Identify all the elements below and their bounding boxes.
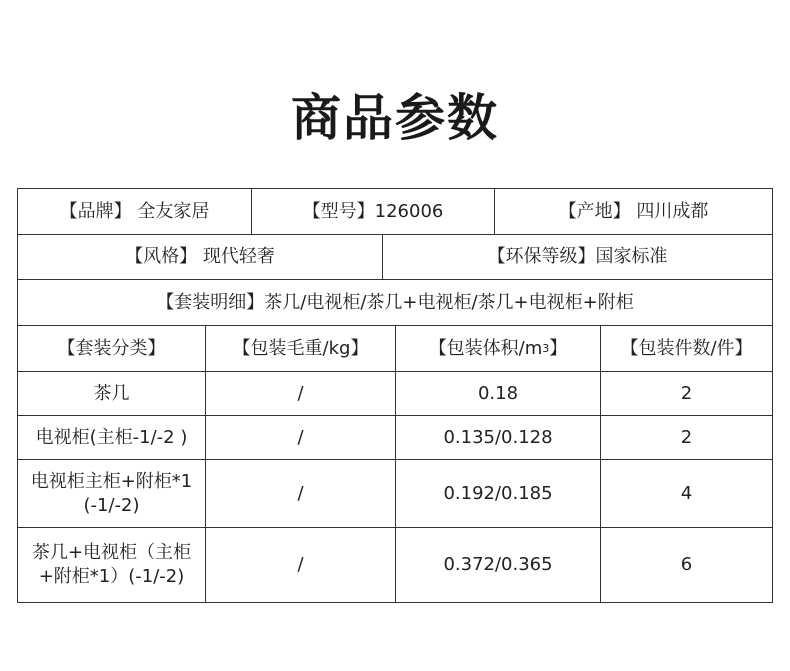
row-volume: 0.18	[396, 372, 601, 416]
row-count: 2	[601, 372, 773, 416]
table-row	[17, 528, 773, 603]
model-cell: 【型号】126006	[252, 188, 495, 235]
row-weight: /	[206, 416, 396, 460]
set-detail-cell: 【套装明细】茶几/电视柜/茶几+电视柜/茶几+电视柜+附柜	[18, 280, 773, 326]
row-weight: /	[206, 528, 396, 603]
table-row	[17, 372, 773, 416]
row-volume: 0.192/0.185	[396, 460, 601, 528]
header-category: 【套装分类】	[18, 326, 206, 372]
info-row-2	[17, 235, 773, 280]
row-category: 茶几	[18, 372, 206, 416]
page-title: 商品参数	[291, 89, 499, 147]
header-volume: 【包装体积/m 3 】	[396, 326, 601, 372]
table-row	[17, 416, 773, 460]
row-category: 电视柜(主柜-1/-2 )	[18, 416, 206, 460]
brand-cell: 【品牌】 全友家居	[18, 188, 252, 235]
row-volume: 0.372/0.365	[396, 528, 601, 603]
header-volume-text: 【包装体积/m	[428, 337, 543, 359]
row-count: 2	[601, 416, 773, 460]
row-count: 4	[601, 460, 773, 528]
header-count: 【包装件数/件】	[601, 326, 773, 372]
info-row-1	[17, 188, 773, 235]
row-count: 6	[601, 528, 773, 603]
header-weight: 【包装毛重/kg】	[206, 326, 396, 372]
eco-level-cell: 【环保等级】国家标准	[383, 235, 773, 280]
header-volume-suffix: 】	[549, 337, 568, 359]
row-category: 茶几+电视柜（主柜+附柜*1）(-1/-2)	[18, 528, 206, 603]
table-header-row	[17, 326, 773, 372]
style-cell: 【风格】 现代轻奢	[18, 235, 383, 280]
info-row-3	[17, 280, 773, 326]
table-row	[17, 460, 773, 528]
row-weight: /	[206, 372, 396, 416]
row-volume: 0.135/0.128	[396, 416, 601, 460]
row-weight: /	[206, 460, 396, 528]
row-category: 电视柜主柜+附柜*1 (-1/-2)	[18, 460, 206, 528]
origin-cell: 【产地】 四川成都	[495, 188, 773, 235]
